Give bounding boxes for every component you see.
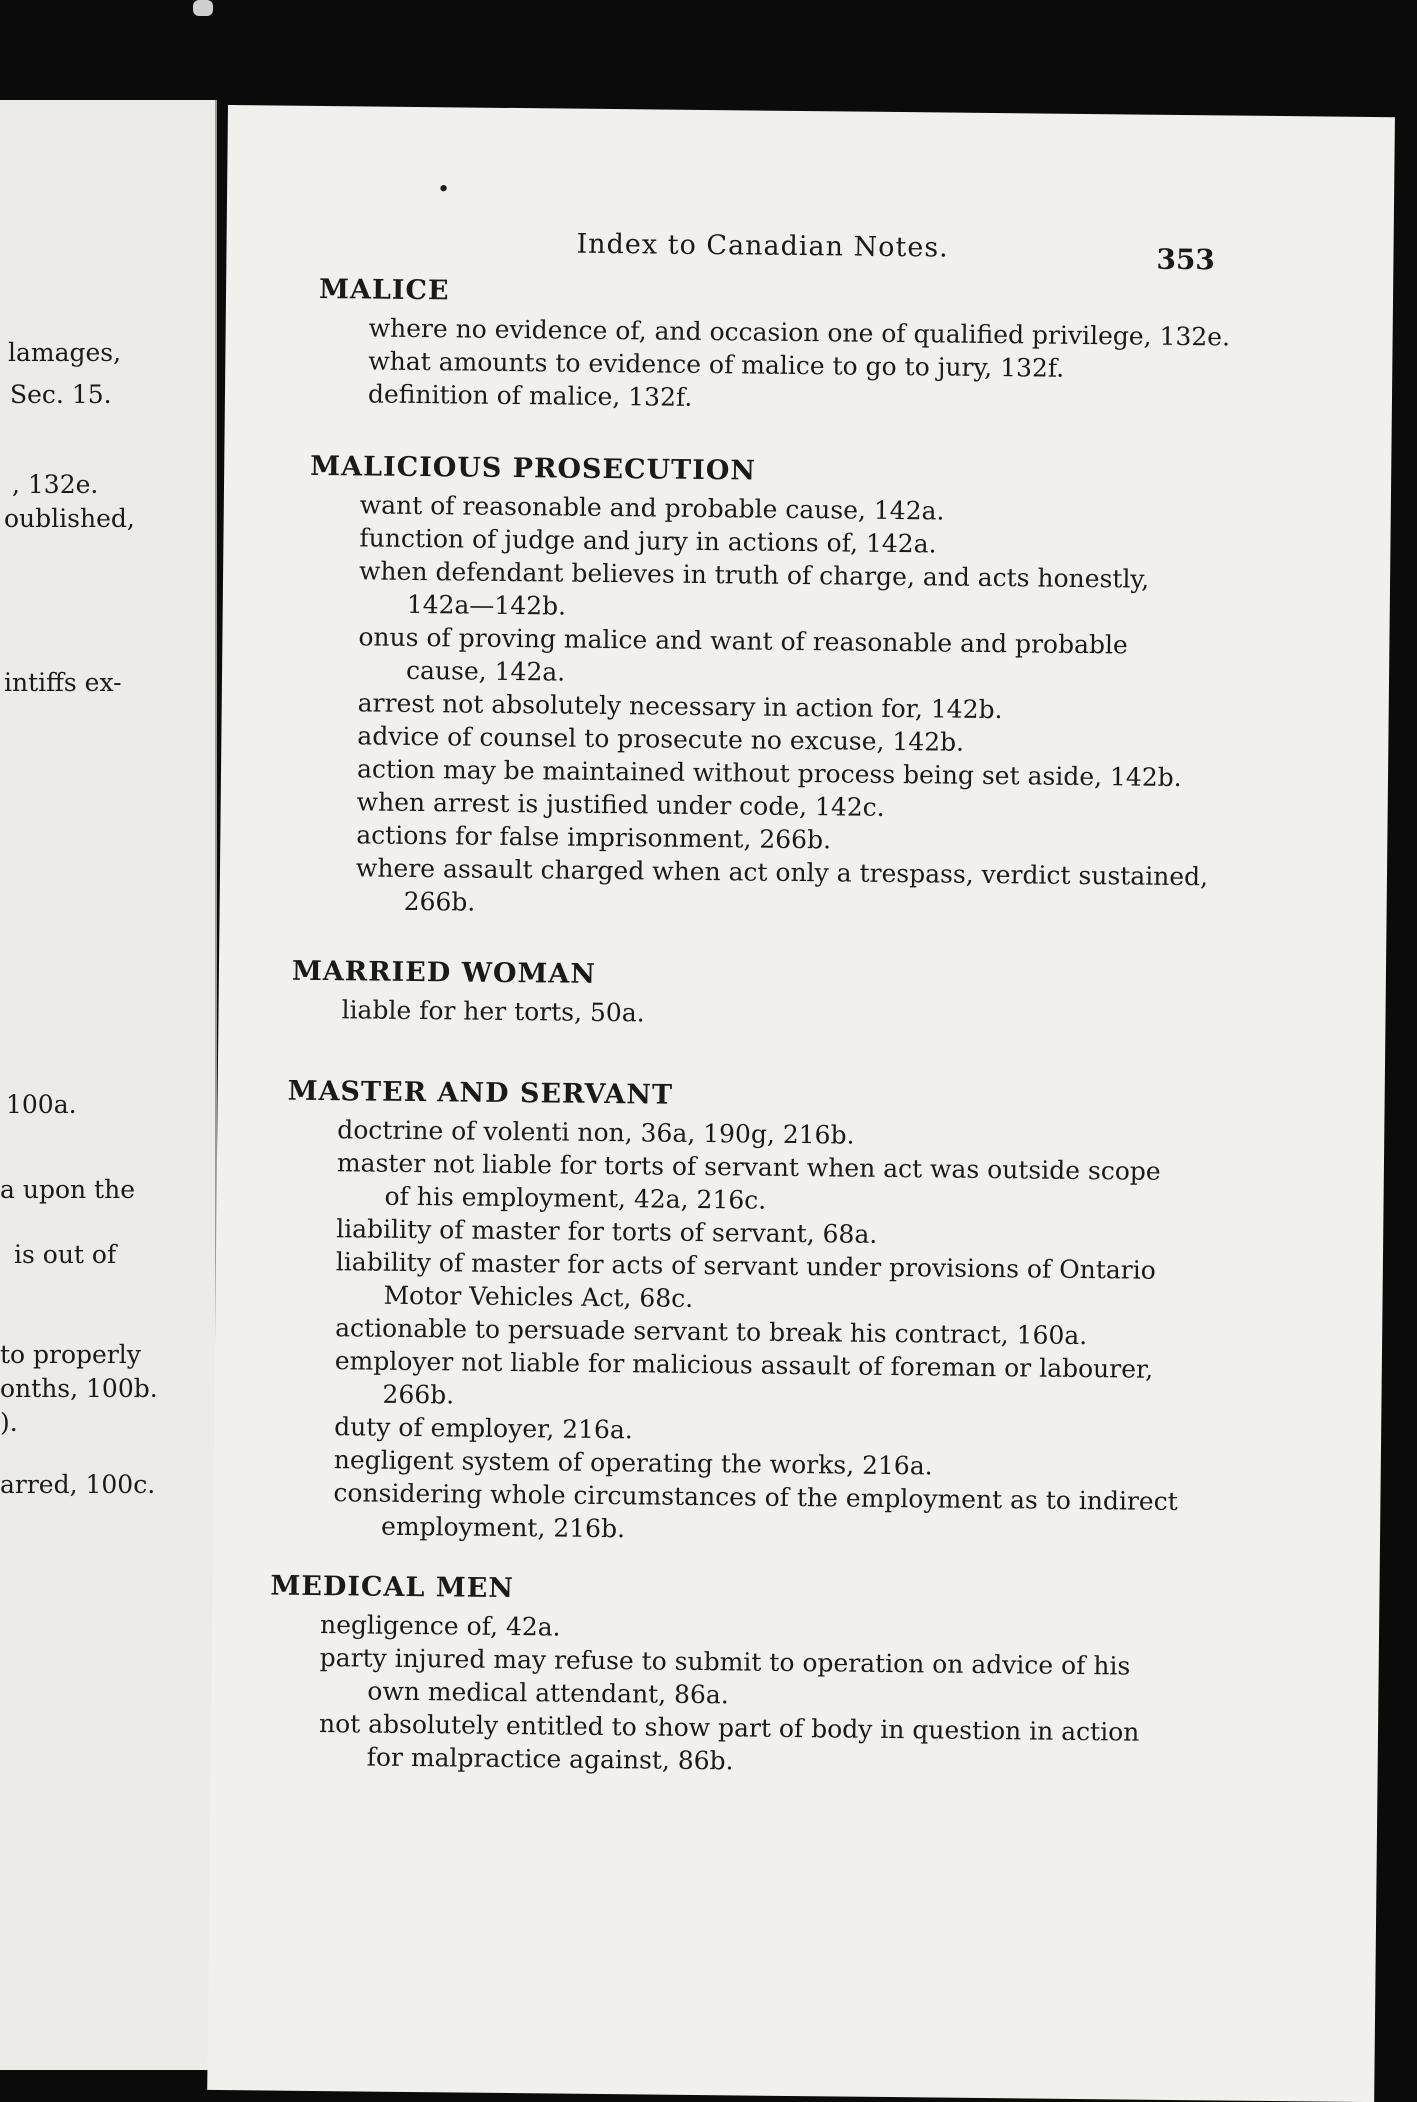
entry-item: [284, 1344, 1285, 1420]
entry-item-continuation: of his employment, 42a, 216c.: [384, 1181, 767, 1215]
entry-item: what amounts to evidence of malice to go to jury, 132f.: [368, 346, 1065, 383]
entry-item: [269, 1707, 1270, 1783]
entry-items: [283, 1113, 1287, 1552]
entry-item-continuation: cause, 142a.: [405, 655, 566, 687]
entry-item: liable for her torts, 50a.: [341, 995, 645, 1028]
entry-heading: MASTER AND SERVANT: [287, 1075, 674, 1111]
entry-item-continuation: 142a—142b.: [406, 589, 567, 621]
entry-item-continuation: own medical attendant, 86a.: [367, 1676, 729, 1710]
entry-item: actions for false imprisonment, 266b.: [356, 820, 832, 855]
entry-item: negligence of, 42a.: [319, 1610, 561, 1642]
left-page-line: onths, 100b.: [0, 1374, 158, 1403]
entry-item: [309, 554, 1310, 630]
entry-items: [269, 1608, 1271, 1783]
left-page-line: 100a.: [6, 1090, 77, 1119]
left-page-line: lamages,: [8, 338, 122, 367]
entry-item-text: considering whole circumstances of the employment as to indirect: [333, 1478, 1178, 1517]
page-number: 353: [1156, 242, 1216, 277]
entry-item-continuation: 266b.: [382, 1379, 455, 1410]
left-page-line: to properly: [0, 1340, 141, 1369]
entry-item: liability of master for torts of servant, 68a.: [336, 1214, 878, 1249]
left-page-line: is out of: [14, 1240, 117, 1269]
entry-item: [306, 851, 1307, 927]
entry-items: [291, 993, 1291, 1036]
scan-mark: [193, 0, 213, 16]
index-entry-master-and-servant: [283, 1076, 1288, 1552]
left-page-line: arred, 100c.: [0, 1470, 156, 1499]
index-entry-medical-men: [269, 1571, 1271, 1783]
entry-heading: MALICE: [318, 273, 450, 307]
entry-items: [306, 488, 1310, 927]
entry-item: advice of counsel to prosecute no excuse, 142b.: [357, 721, 965, 757]
entry-item: doctrine of volenti non, 36a, 190g, 216b.: [337, 1115, 855, 1150]
entry-item-continuation: Motor Vehicles Act, 68c.: [383, 1280, 694, 1313]
entry-item-continuation: 266b.: [403, 886, 476, 917]
entry-item-text: where assault charged when act only a trespass, verdict sustained,: [355, 853, 1209, 892]
entry-item: when arrest is justified under code, 142c.: [356, 787, 885, 822]
entry-item: negligent system of operating the works, 216a.: [333, 1445, 933, 1481]
entry-item-text: liability of master for acts of servant under provisions of Ontario: [335, 1247, 1156, 1285]
index-entry-malice: [318, 274, 1319, 420]
entry-item: function of judge and jury in actions of, 142a.: [359, 523, 937, 559]
entry-heading: MARRIED WOMAN: [291, 955, 597, 990]
entry-item: [308, 620, 1309, 696]
entry-heading: MEDICAL MEN: [270, 1570, 515, 1605]
entry-item: [283, 1476, 1284, 1552]
entry-item-continuation: for malpractice against, 86b.: [366, 1742, 734, 1776]
index-entry-married-woman: [291, 956, 1292, 1036]
entry-item: arrest not absolutely necessary in action for, 142b.: [357, 688, 1003, 725]
entry-item: [286, 1146, 1287, 1222]
entry-item: [269, 1641, 1270, 1717]
entry-item: action may be maintained without process being set aside, 142b.: [356, 754, 1182, 793]
left-page-line: intiffs ex-: [4, 668, 122, 697]
running-header: Index to Canadian Notes.: [576, 228, 949, 264]
entry-item-text: when defendant believes in truth of charge, and acts honestly,: [358, 556, 1150, 594]
right-page: [207, 105, 1395, 2102]
speck: •: [436, 177, 451, 203]
index-entry-malicious-prosecution: [306, 451, 1311, 927]
entry-item-text: master not liable for torts of servant when act was outside scope: [336, 1148, 1161, 1186]
left-page-line: , 132e.: [12, 470, 99, 499]
entry-item: duty of employer, 216a.: [334, 1412, 633, 1445]
left-page-line: Sec. 15.: [10, 380, 112, 409]
entry-item-text: employer not liable for malicious assault of foreman or labourer,: [334, 1346, 1154, 1384]
left-page-line: ).: [0, 1408, 18, 1437]
entry-item: definition of malice, 132f.: [367, 379, 693, 412]
left-page-line: oublished,: [4, 504, 135, 533]
entry-item: where no evidence of, and occasion one of qualified privilege, 132e.: [368, 313, 1231, 352]
entry-item-continuation: employment, 216b.: [380, 1511, 626, 1544]
entry-items: [318, 311, 1319, 420]
entry-item-text: party injured may refuse to submit to operation on advice of his: [319, 1643, 1131, 1681]
entry-item-text: onus of proving malice and want of reasonable and probable: [358, 622, 1128, 660]
entry-item: [285, 1245, 1286, 1321]
entry-item: actionable to persuade servant to break his contract, 160a.: [335, 1313, 1088, 1351]
entry-item: want of reasonable and probable cause, 142a.: [359, 490, 945, 526]
entry-heading: MALICIOUS PROSECUTION: [310, 450, 757, 487]
left-page-line: a upon the: [0, 1175, 135, 1204]
left-page: [0, 100, 217, 2070]
entry-item-text: not absolutely entitled to show part of body in question in action: [318, 1709, 1140, 1747]
